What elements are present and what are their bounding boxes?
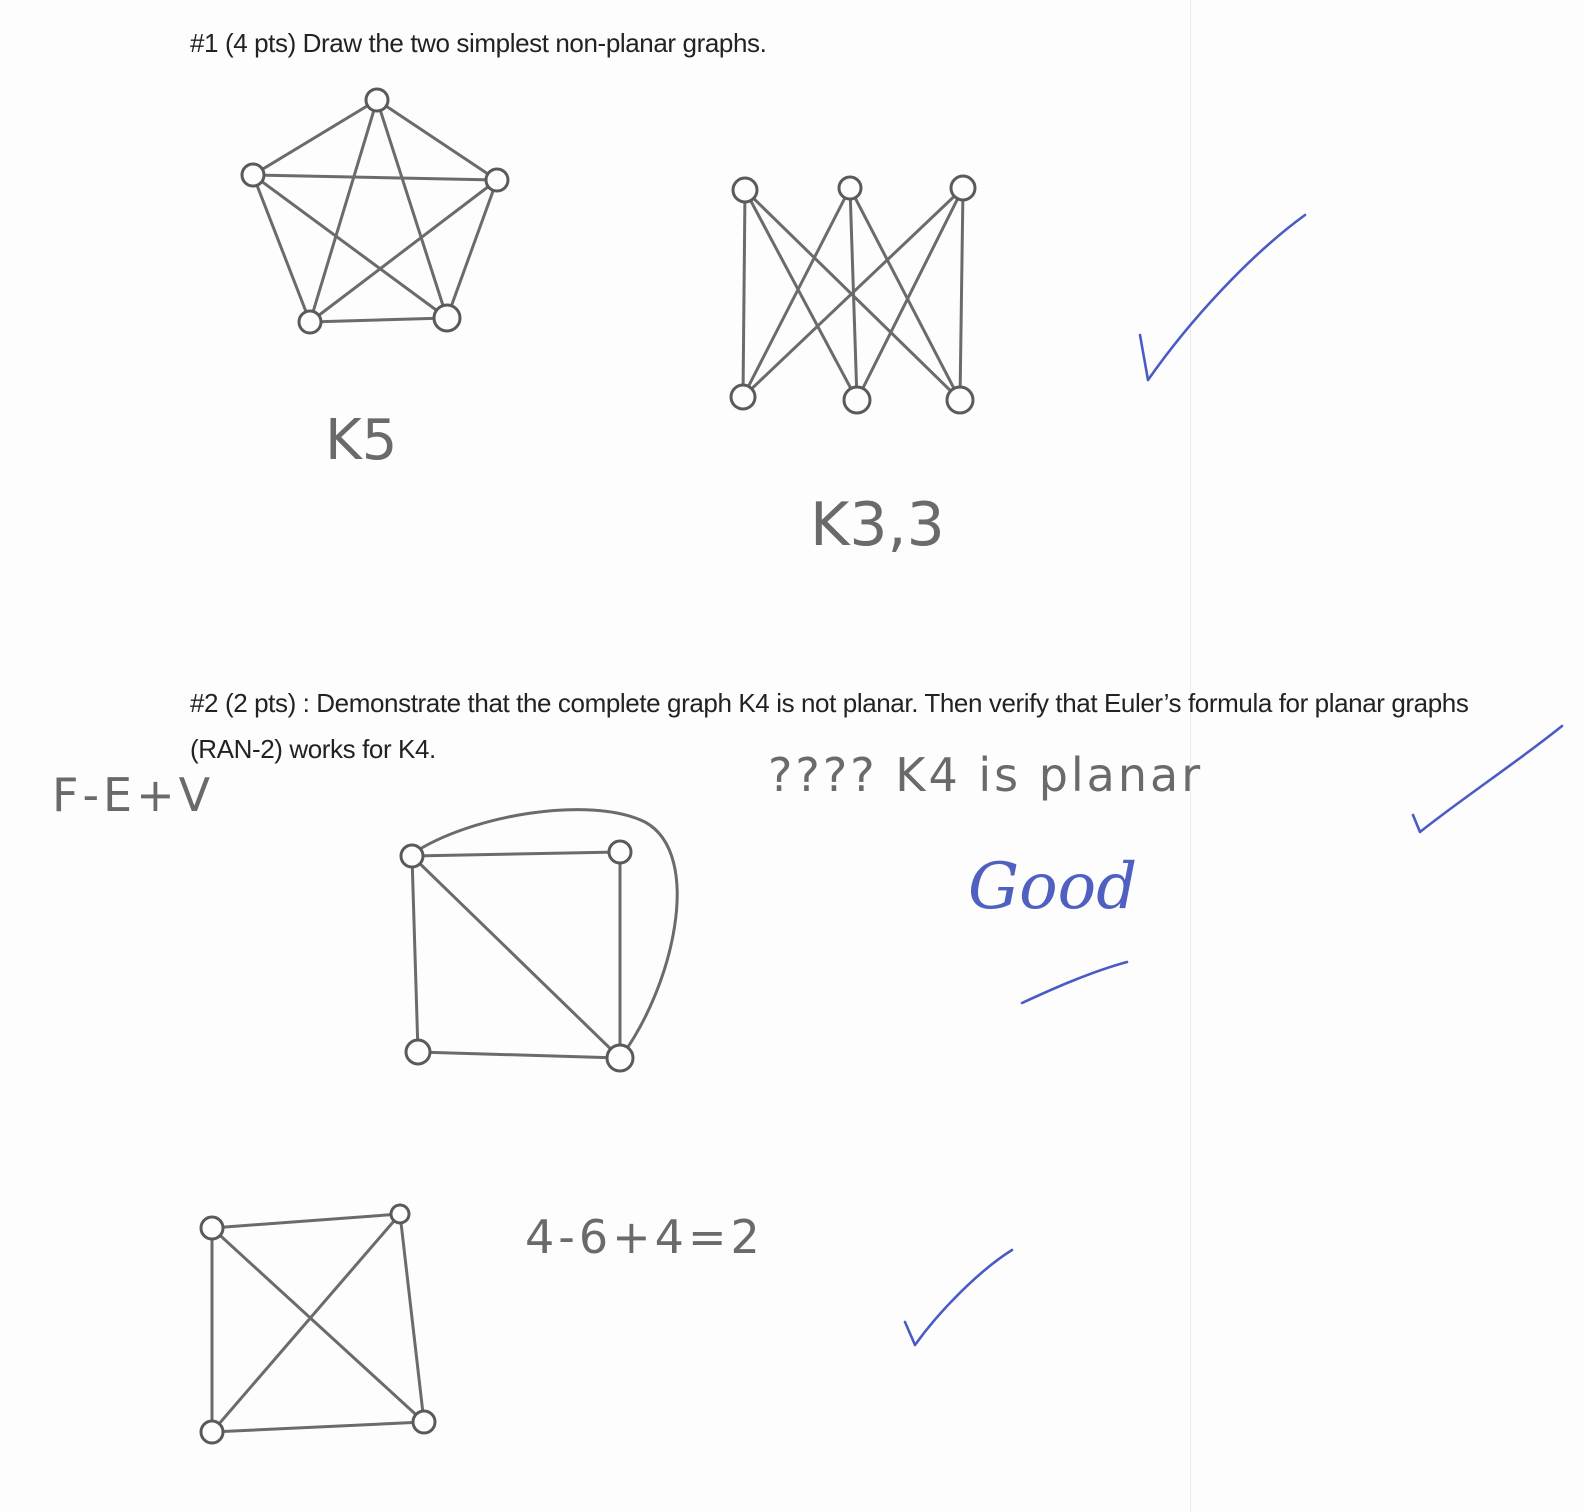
k5-edges <box>253 100 497 322</box>
question-2-text: #2 (2 pts) : Demonstrate that the complete graph K4 is not planar. Then verify that Euler’s formula for planar graphs (RAN-2) works for K4. <box>190 688 1469 764</box>
k5-label: K5 <box>325 408 398 473</box>
euler-calculation: 4-6+4=2 <box>525 1210 764 1264</box>
k5-vertices <box>242 89 508 333</box>
k33-edges <box>743 188 963 400</box>
checkmark-icon <box>1140 215 1305 380</box>
checkmark-icon <box>905 1250 1012 1345</box>
k4-planar-edges <box>412 810 677 1058</box>
k33-graph <box>731 176 975 413</box>
checkmark-icon <box>1413 726 1562 832</box>
question-1-text: #1 (4 pts) Draw the two simplest non-planar graphs. <box>190 28 767 58</box>
k4-planar-graph <box>401 810 677 1071</box>
k4-crossing-edges <box>212 1214 424 1432</box>
k4-planar-note: ???? K4 is planar <box>768 748 1204 802</box>
k4-crossing-graph <box>201 1205 435 1443</box>
grader-comment: Good <box>968 850 1138 924</box>
k33-label: K3,3 <box>810 490 945 560</box>
euler-formula-note: F-E+V <box>52 768 215 822</box>
underline-stroke <box>1022 962 1127 1003</box>
k5-graph <box>242 89 508 333</box>
